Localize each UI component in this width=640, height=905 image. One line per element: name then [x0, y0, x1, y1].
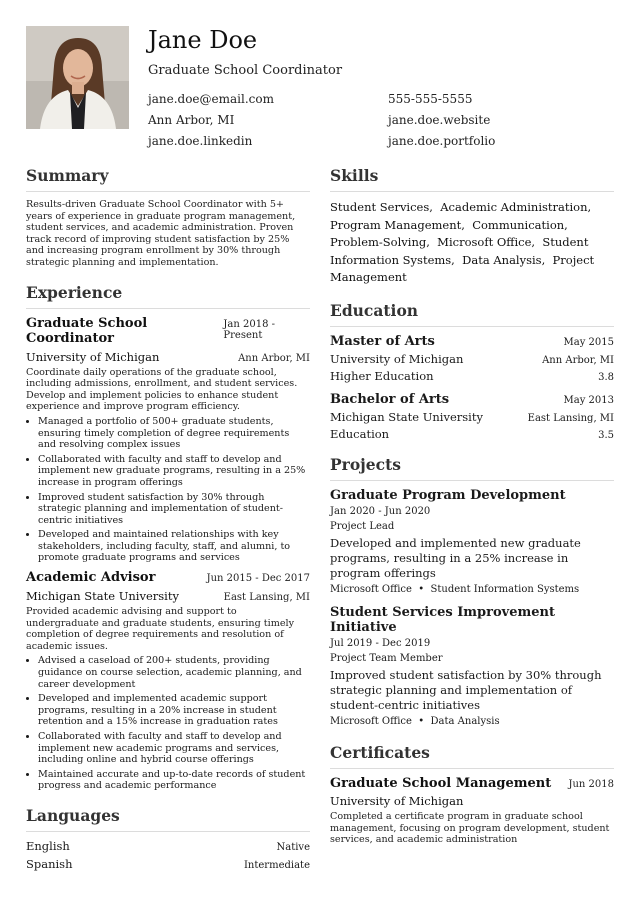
bullet-item: • Collaborated with faculty and staff to develop and implement new graduate programs, resulting in a 25% increase in program offerings — [38, 454, 310, 489]
education-school: Michigan State University — [330, 409, 483, 424]
language-level: Native — [276, 841, 310, 853]
project-description: Developed and implemented new graduate programs, resulting in a 25% increase in program offerings — [330, 535, 581, 580]
language-row — [26, 839, 310, 853]
experience-entry — [26, 316, 310, 565]
project-role: Project Team Member — [330, 652, 443, 664]
languages-section — [26, 806, 310, 871]
project-title: Graduate Program Development — [330, 487, 566, 503]
bullet-item: • Developed and maintained relationships with key stakeholders, including faculty, staff, and alumni, to promote graduate programs and services — [38, 529, 310, 564]
experience-section — [26, 283, 310, 792]
project-technologies: Microsoft Office • Data Analysis — [330, 715, 500, 727]
section-heading: Skills — [330, 166, 614, 192]
job-title: Graduate School Coordinator — [148, 63, 343, 78]
bullet-item: • Advised a caseload of 200+ students, providing guidance on course selection, academic planning, and career development — [38, 655, 310, 690]
bullet-item: • Improved student satisfaction by 30% through strategic planning and implementation of student-centric initiatives — [38, 492, 310, 527]
section-heading: Languages — [26, 806, 310, 832]
phone[interactable]: 555-555-5555 — [388, 92, 473, 106]
education-field: Education — [330, 426, 390, 441]
project-title: Student Services Improvement Initiative — [330, 604, 555, 635]
certificate-description: Completed a certificate program in graduate school management, focusing on program development, student services, and academic administration — [330, 810, 610, 846]
website[interactable]: jane.doe.website — [388, 113, 491, 127]
resume-header — [26, 26, 614, 148]
bullet-item: • Collaborated with faculty and staff to develop and implement new academic programs and services, including online and hybrid course offerings — [38, 731, 310, 766]
experience-location: Ann Arbor, MI — [238, 352, 310, 364]
experience-location: East Lansing, MI — [223, 592, 310, 604]
education-field: Higher Education — [330, 368, 434, 383]
education-entry — [330, 392, 614, 441]
certificate-entry — [330, 776, 614, 846]
project-entry — [330, 605, 614, 727]
bullet-item: • Developed and implemented academic support programs, resulting in a 20% increase in student retention and a 15% increase in graduation rates — [38, 693, 310, 728]
experience-bullets — [26, 416, 310, 564]
linkedin[interactable]: jane.doe.linkedin — [148, 134, 253, 148]
experience-title: Academic Advisor — [26, 570, 156, 586]
section-heading: Certificates — [330, 743, 614, 769]
certificate-date: Jun 2018 — [568, 778, 614, 790]
portfolio[interactable]: jane.doe.portfolio — [388, 134, 496, 148]
education-degree: Master of Arts — [330, 333, 435, 349]
education-section — [330, 301, 614, 441]
project-entry — [330, 488, 614, 595]
section-heading: Summary — [26, 166, 310, 192]
profile-photo-illustration — [26, 26, 129, 129]
summary-text: Results-driven Graduate School Coordinator with 5+ years of experience in graduate program management, student services, and academic administration. Proven track record of improving student satisfaction by 25% and increasing program enrollment by 30% through strategic planning and implementation. — [26, 199, 296, 268]
education-date: May 2015 — [563, 336, 614, 348]
experience-entry — [26, 570, 310, 792]
language-name: English — [26, 838, 70, 853]
experience-description: Provided academic advising and support to undergraduate and graduate students, ensuring timely completion of degree requirements and resolution of academic issues. — [26, 606, 294, 652]
certificates-section — [330, 743, 614, 846]
education-gpa: 3.8 — [598, 371, 614, 383]
education-location: East Lansing, MI — [527, 412, 614, 424]
experience-org: University of Michigan — [26, 349, 160, 364]
left-column — [26, 166, 310, 875]
email[interactable]: jane.doe@email.com — [148, 92, 274, 106]
skills-section — [330, 166, 614, 287]
experience-title: Graduate School Coordinator — [26, 315, 148, 346]
education-location: Ann Arbor, MI — [542, 354, 614, 366]
project-dates: Jan 2020 - Jun 2020 — [330, 505, 431, 517]
project-description: Improved student satisfaction by 30% through strategic planning and implementation of student-centric initiatives — [330, 667, 602, 712]
education-gpa: 3.5 — [598, 429, 614, 441]
bullet-item: • Maintained accurate and up-to-date records of student progress and academic performance — [38, 769, 310, 792]
experience-description: Coordinate daily operations of the graduate school, including admissions, enrollment, and student services. Develop and implement policies to enhance student experience and improve program efficiency. — [26, 366, 298, 413]
bullet-item: • Managed a portfolio of 500+ graduate students, ensuring timely completion of degree requirements and resolving complex issues — [38, 416, 310, 451]
candidate-name: Jane Doe — [148, 26, 258, 54]
experience-org: Michigan State University — [26, 589, 179, 604]
project-role: Project Lead — [330, 520, 395, 532]
location: Ann Arbor, MI — [148, 113, 235, 127]
experience-bullets — [26, 655, 310, 792]
right-column — [330, 166, 614, 846]
language-level: Intermediate — [243, 859, 310, 871]
education-school: University of Michigan — [330, 351, 464, 366]
experience-dates: Jan 2018 - Present — [223, 318, 276, 341]
projects-section — [330, 455, 614, 727]
section-heading: Experience — [26, 283, 310, 309]
education-entry — [330, 334, 614, 383]
skills-list: Student Services, Academic Administration, Program Management, Communication, Problem-Solving, Microsoft Office, Student Information Systems, Data Analysis, Project Management — [330, 200, 599, 285]
certificate-title: Graduate School Management — [330, 775, 552, 791]
language-row — [26, 857, 310, 871]
education-degree: Bachelor of Arts — [330, 391, 450, 407]
section-heading: Projects — [330, 455, 614, 481]
language-name: Spanish — [26, 856, 73, 871]
profile-photo — [26, 26, 129, 129]
section-heading: Education — [330, 301, 614, 327]
education-date: May 2013 — [563, 394, 614, 406]
summary-section — [26, 166, 310, 269]
certificate-org: University of Michigan — [330, 793, 464, 808]
project-technologies: Microsoft Office • Student Information Systems — [330, 583, 580, 595]
experience-dates: Jun 2015 - Dec 2017 — [206, 573, 310, 585]
project-dates: Jul 2019 - Dec 2019 — [330, 637, 431, 649]
